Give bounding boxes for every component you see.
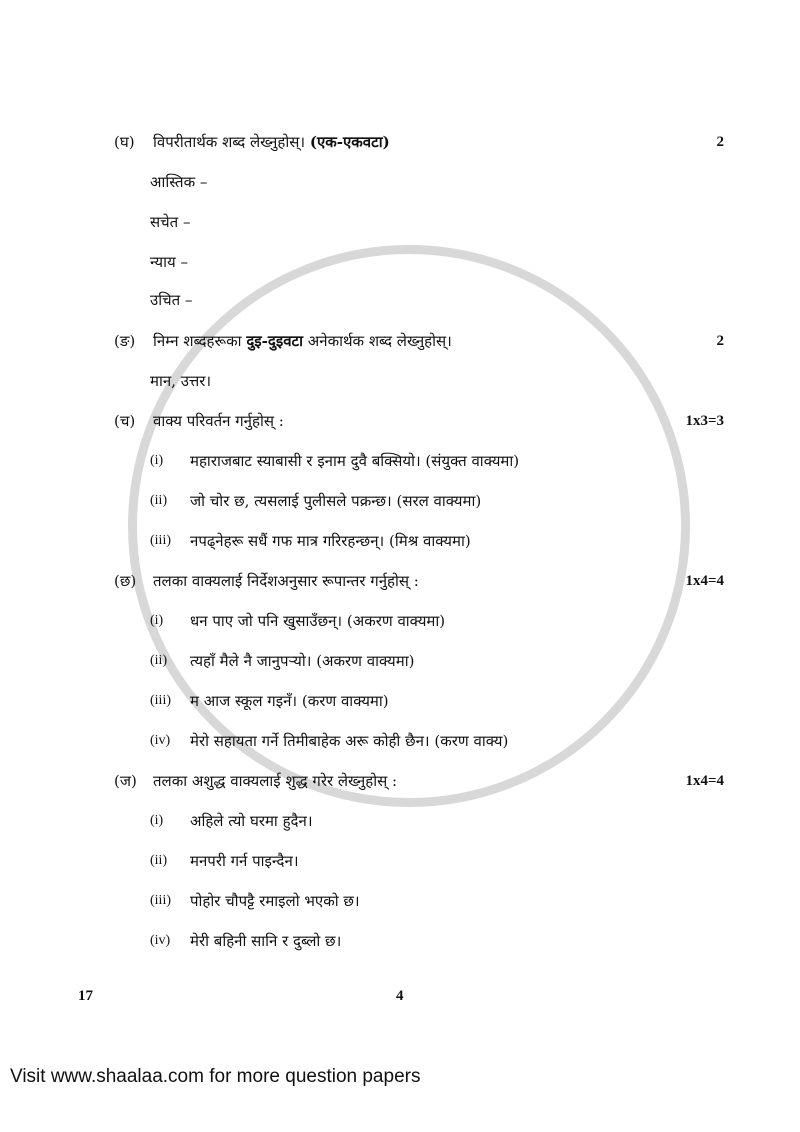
item-text: मेरो सहायता गर्ने तिमीबाहेक अरू कोही छैन। (करण वाक्य) xyxy=(190,732,509,750)
marks: 2 xyxy=(716,134,724,150)
item-text: धन पाए जो पनि खुसाउँछन्। (अकरण वाक्यमा) xyxy=(190,612,446,630)
item-number: (ii) xyxy=(150,853,168,868)
item-text: मेरी बहिनी सानि र दुब्लो छ। xyxy=(190,932,342,950)
question-main: विपरीतार्थक शब्द लेख्नुहोस्। xyxy=(153,133,306,151)
item-number: (i) xyxy=(150,613,164,628)
item-number: (iii) xyxy=(150,533,171,548)
word-item: आस्तिक – xyxy=(150,173,208,191)
item-text: पोहोर चौपट्टै रमाइलो भएको छ। xyxy=(190,892,360,910)
item-number: (ii) xyxy=(150,653,168,668)
item-number: (i) xyxy=(150,813,164,828)
word-item: सचेत – xyxy=(150,213,191,231)
item-number: (iii) xyxy=(150,693,171,708)
item-text: म आज स्कूल गइनँ। (करण वाक्यमा) xyxy=(190,692,389,710)
question-main: अनेकार्थक शब्द लेख्नुहोस्। xyxy=(307,332,452,350)
question-text: तलका अशुद्ध वाक्यलाई शुद्ध गरेर लेख्नुहोस् : xyxy=(153,772,398,790)
question-text: तलका वाक्यलाई निर्देशअनुसार रूपान्तर गर्नुहोस् : xyxy=(153,572,419,590)
word-item: मान, उत्तर। xyxy=(150,372,212,390)
visit-link[interactable]: Visit www.shaalaa.com for more question papers xyxy=(10,1066,421,1087)
word-item: न्याय – xyxy=(150,253,188,271)
item-number: (iv) xyxy=(150,733,171,748)
marks: 1x3=3 xyxy=(685,413,724,429)
question-text: वाक्य परिवर्तन गर्नुहोस् : xyxy=(153,412,284,430)
item-text: त्यहाँ मैले नै जानुपर्‍यो। (अकरण वाक्यमा) xyxy=(190,652,415,670)
item-text: जो चोर छ, त्यसलाई पुलीसले पक्रन्छ। (सरल वाक्यमा) xyxy=(190,492,482,510)
item-text: मनपरी गर्न पाइन्दैन। xyxy=(190,852,299,870)
question-main: निम्न शब्दहरूका xyxy=(153,332,242,350)
question-label: (ज) xyxy=(114,772,137,790)
marks: 1x4=4 xyxy=(685,573,724,589)
word-item: उचित – xyxy=(150,291,193,309)
marks: 1x4=4 xyxy=(685,773,724,789)
item-number: (iv) xyxy=(150,933,171,948)
item-text: नपढ्नेहरू सधैं गफ मात्र गरिरहन्छन्। (मिश्र वाक्यमा) xyxy=(190,532,471,550)
marks: 2 xyxy=(716,333,724,349)
question-label: (ङ) xyxy=(114,332,136,350)
page-number: 4 xyxy=(396,988,404,1004)
watermark-circle xyxy=(128,245,690,807)
paper-code: 17 xyxy=(78,988,93,1004)
question-label: (घ) xyxy=(114,133,135,151)
item-number: (i) xyxy=(150,453,164,468)
item-text: महाराजबाट स्याबासी र इनाम दुवै बक्सियो। (संयुक्त वाक्यमा) xyxy=(190,452,520,470)
question-text xyxy=(153,132,390,152)
question-emphasis: दुइ-दुइवटा xyxy=(246,332,303,350)
question-emphasis: (एक-एकवटा) xyxy=(309,133,390,151)
question-label: (छ) xyxy=(114,572,137,590)
question-text xyxy=(153,331,452,351)
item-text: अहिले त्यो घरमा हुदैन। xyxy=(190,812,313,830)
item-number: (iii) xyxy=(150,893,171,908)
question-label: (च) xyxy=(114,412,136,430)
item-number: (ii) xyxy=(150,493,168,508)
